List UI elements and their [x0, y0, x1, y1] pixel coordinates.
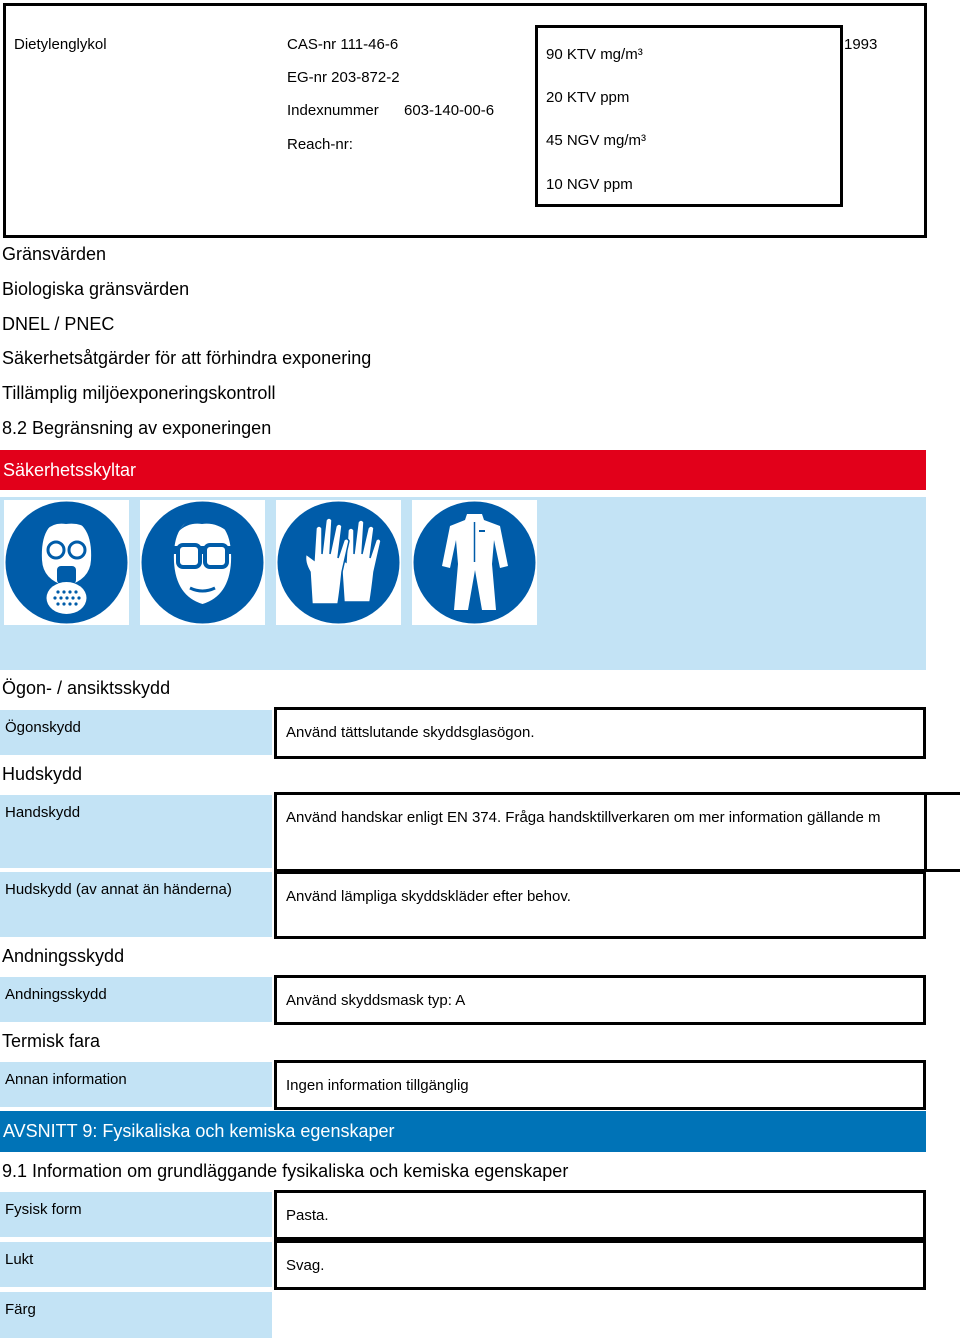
skin-heading: Hudskydd — [2, 764, 83, 784]
safety-signs-title: Säkerhetsskyltar — [3, 460, 137, 480]
limits-box — [535, 25, 843, 207]
color-label — [0, 1292, 272, 1338]
index-number: 603-140-00-6 — [404, 102, 495, 119]
other-info-label — [0, 1062, 272, 1107]
physical-form-value — [274, 1190, 926, 1240]
limit-values-heading: Gränsvärden — [2, 244, 107, 264]
safety-signs-band — [0, 450, 926, 490]
ec-number: EG-nr 203-872-2 — [287, 69, 400, 86]
physical-form-label-text: Fysisk form — [5, 1201, 82, 1218]
eye-protection-value — [274, 707, 926, 759]
hand-box-right-border — [924, 792, 927, 872]
eye-protection-label — [0, 710, 272, 755]
body-protection-label-text: Hudskydd (av annat än händerna) — [5, 881, 232, 898]
eye-protection-label-text: Ögonskydd — [5, 719, 81, 736]
odor-value-text: Svag. — [286, 1257, 325, 1274]
other-info-label-text: Annan information — [5, 1071, 127, 1088]
respiratory-label-text: Andningsskydd — [5, 986, 107, 1003]
limit-value: 90 KTV mg/m³ — [546, 46, 643, 63]
respiratory-value — [274, 975, 926, 1025]
section9-band — [0, 1111, 926, 1152]
env-control-heading: Tillämplig miljöexponeringskontroll — [2, 383, 276, 403]
biological-heading: Biologiska gränsvärden — [2, 279, 190, 299]
body-protection-value — [274, 871, 926, 939]
respiratory-value-text: Använd skyddsmask typ: A — [286, 992, 466, 1009]
dnel-heading: DNEL / PNEC — [2, 314, 115, 334]
hand-protection-value-text: Använd handskar enligt EN 374. Fråga handsktillverkaren om mer information gällande m — [286, 809, 881, 826]
hand-protection-value — [274, 792, 960, 872]
body-protection-label — [0, 872, 272, 937]
odor-label — [0, 1242, 272, 1287]
limit-value: 45 NGV mg/m³ — [546, 132, 647, 149]
hand-protection-label — [0, 795, 272, 868]
odor-label-text: Lukt — [5, 1251, 34, 1268]
limit-value: 10 NGV ppm — [546, 176, 633, 193]
physical-form-label — [0, 1192, 272, 1237]
limit-value: 20 KTV ppm — [546, 89, 630, 106]
safety-goggles-icon — [140, 500, 265, 625]
substance-name: Dietylenglykol — [14, 36, 107, 53]
reach-number: Reach-nr: — [287, 136, 353, 153]
safety-measures-heading: Säkerhetsåtgärder för att förhindra exponering — [2, 348, 372, 368]
protective-suit-icon — [412, 500, 537, 625]
other-info-value-text: Ingen information tillgänglig — [286, 1077, 469, 1094]
index-label: Indexnummer — [287, 102, 379, 119]
other-info-value — [274, 1060, 926, 1110]
protective-gloves-icon — [276, 500, 401, 625]
body-protection-value-text: Använd lämpliga skyddskläder efter behov. — [286, 888, 571, 905]
substance-box — [3, 3, 927, 238]
respiratory-label — [0, 977, 272, 1022]
hand-protection-label-text: Handskydd — [5, 804, 81, 821]
year: 1993 — [844, 36, 878, 53]
eye-protection-value-text: Använd tättslutande skyddsglasögon. — [286, 724, 535, 741]
section9-subtitle: 9.1 Information om grundläggande fysikaliska och kemiska egenskaper — [2, 1161, 569, 1181]
color-label-text: Färg — [5, 1301, 36, 1318]
respiratory-heading: Andningsskydd — [2, 946, 125, 966]
cas-number: CAS-nr 111-46-6 — [287, 36, 399, 53]
eye-face-heading: Ögon- / ansiktsskydd — [2, 678, 171, 698]
odor-value — [274, 1240, 926, 1290]
respirator-mask-icon — [4, 500, 129, 625]
physical-form-value-text: Pasta. — [286, 1207, 329, 1224]
section9-title: AVSNITT 9: Fysikaliska och kemiska egenskaper — [3, 1121, 395, 1141]
thermal-heading: Termisk fara — [2, 1031, 101, 1051]
restriction-heading: 8.2 Begränsning av exponeringen — [2, 418, 272, 438]
